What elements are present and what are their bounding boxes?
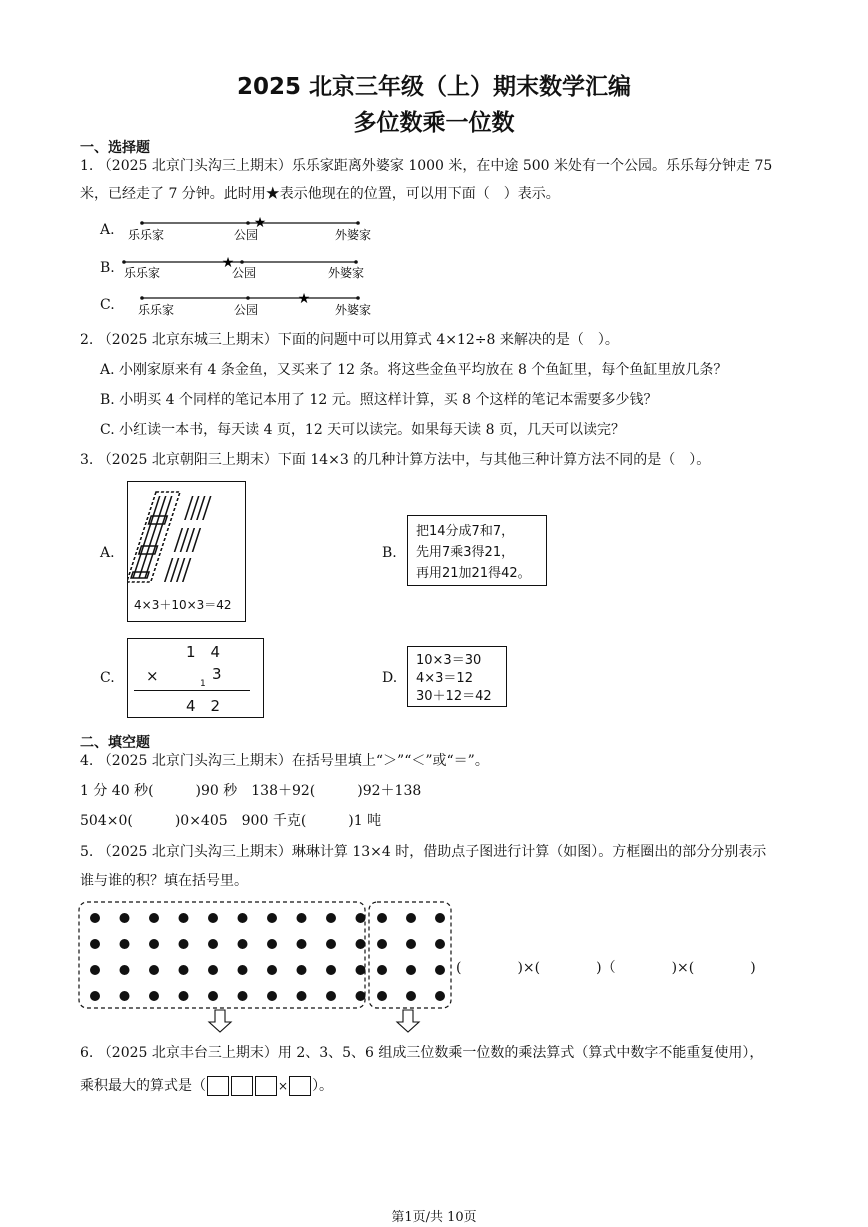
q1-option-b-number-line [120,252,390,284]
dot [120,913,130,923]
q3-option-b-line3: 再用21加21得42。 [416,566,531,581]
dot [326,939,336,949]
dot [90,991,100,1001]
q5-stem-line2: 谁与谁的积？填在括号里。 [80,873,248,889]
q3-option-b-box [407,515,547,586]
dot [297,913,307,923]
q3-option-c-bottom: 3 [212,665,222,683]
bundled-sticks-illustration [128,482,244,592]
q3-option-d-line3: 30＋12＝42 [416,689,492,704]
svg-text:外婆家: 外婆家 [335,228,372,242]
q1-stem-line1: 1. （2025 北京门头沟三上期末）乐乐家距离外婆家 1000 米，在中途 500 米处有一个公园。乐乐每分钟走 75 [80,158,773,174]
q4-row2: 504×0( )0×405 900 千克( )1 吨 [80,813,382,829]
dot [267,939,277,949]
dot [377,991,387,1001]
q3-option-b-line1: 把14分成7和7， [416,524,515,539]
dot [90,913,100,923]
q6-times-sign: × [278,1079,289,1093]
dot [120,965,130,975]
q1-option-a-number-line [120,212,390,244]
dot [406,991,416,1001]
q3-option-d-line1: 10×3＝30 [416,653,482,668]
dot [297,991,307,1001]
q1-stem-line2: 米，已经走了 7 分钟。此时用★表示他现在的位置，可以用下面（ ）表示。 [80,186,560,202]
dot [179,913,189,923]
q1-option-a-letter: A. [100,222,115,238]
svg-text:公园: 公园 [234,303,259,317]
dot [356,913,366,923]
dot [297,965,307,975]
svg-text:公园: 公园 [234,228,259,242]
dot [149,991,159,1001]
dot [267,913,277,923]
dot [238,991,248,1001]
q6-line2-prefix: 乘积最大的算式是（ [80,1078,206,1094]
q3-option-c-letter: C. [100,670,115,686]
dot [179,965,189,975]
dot [238,965,248,975]
dot [435,913,445,923]
q4-row1: 1 分 40 秒( )90 秒 138＋92( )92＋138 [80,783,422,799]
dot [435,939,445,949]
q5-answer-blanks[interactable]: ( )×( )（ )×( ) [456,960,756,976]
q3-option-b-letter: B. [382,545,397,561]
q3-option-c-result: 4 2 [186,697,221,715]
q3-option-b-line2: 先用7乘3得21， [416,545,515,560]
q2-option-c: C. 小红读一本书，每天读 4 页，12 天可以读完。如果每天读 8 页，几天可以读完？ [100,422,625,438]
svg-text:乐乐家: 乐乐家 [138,303,175,317]
dot [149,913,159,923]
dot [208,965,218,975]
svg-text:外婆家: 外婆家 [335,303,372,317]
dot [406,913,416,923]
q3-option-c-rule [134,690,250,691]
q2-option-a: A. 小刚家原来有 4 条金鱼，又买来了 12 条。将这些金鱼平均放在 8 个鱼缸里，每个鱼缸里放几条？ [100,362,728,378]
right-dot-group [377,913,445,1001]
dot [435,965,445,975]
dot [326,965,336,975]
page-footer: 第1页/共 10页 [391,1210,477,1225]
dot [326,991,336,1001]
dot [90,939,100,949]
q3-option-a-letter: A. [100,545,115,561]
q3-option-c-carry: 1 [200,679,206,689]
page-title: 2025 北京三年级（上）期末数学汇编 [236,74,632,100]
dot [208,913,218,923]
star-icon: ★ [253,215,267,231]
section-heading-fill: 二、填空题 [80,735,150,751]
dot [356,939,366,949]
dot [356,965,366,975]
dot [90,965,100,975]
q3-option-a-caption: 4×3＋10×3＝42 [134,598,232,612]
svg-text:乐乐家: 乐乐家 [128,228,165,242]
q5-dot-diagram [76,898,456,1034]
down-arrow-icon [397,1010,419,1032]
q3-option-d-box [407,646,507,707]
star-icon: ★ [221,255,235,271]
dot [208,991,218,1001]
answer-box-1[interactable] [207,1076,229,1096]
dot [435,991,445,1001]
answer-box-2[interactable] [231,1076,253,1096]
q6-line2-suffix: ）。 [312,1078,334,1094]
svg-text:公园: 公园 [232,266,257,280]
dot [238,913,248,923]
page-subtitle: 多位数乘一位数 [353,110,515,136]
dot [120,939,130,949]
star-icon: ★ [297,291,311,307]
dot [149,965,159,975]
dot [377,965,387,975]
q3-option-d-line2: 4×3＝12 [416,671,473,686]
q6-stem-line2 [80,1076,333,1096]
dot [406,939,416,949]
q1-option-c-letter: C. [100,297,115,313]
q4-stem: 4. （2025 北京门头沟三上期末）在括号里填上“＞”“＜”或“＝”。 [80,753,489,769]
q1-option-b-letter: B. [100,260,115,276]
q2-stem: 2. （2025 北京东城三上期末）下面的问题中可以用算式 4×12÷8 来解决的是（ ）。 [80,332,619,348]
q3-stem: 3. （2025 北京朝阳三上期末）下面 14×3 的几种计算方法中，与其他三种计算方法不同的是（ ）。 [80,452,711,468]
dot [149,939,159,949]
q3-option-a-figure [127,481,246,622]
section-heading-choice: 一、选择题 [80,140,150,156]
q3-option-c-times: × [146,667,159,685]
dot [267,965,277,975]
dot [377,939,387,949]
q2-option-b: B. 小明买 4 个同样的笔记本用了 12 元。照这样计算，买 8 个这样的笔记本需要多少钱？ [100,392,658,408]
dot [179,991,189,1001]
dot [120,991,130,1001]
dot [406,965,416,975]
dot [377,913,387,923]
dot [297,939,307,949]
answer-box-4[interactable] [289,1076,311,1096]
q5-stem-line1: 5. （2025 北京门头沟三上期末）琳琳计算 13×4 时，借助点子图进行计算（如图）。方框圈出的部分分别表示 [80,844,767,860]
dot [179,939,189,949]
q6-stem-line1: 6. （2025 北京丰台三上期末）用 2、3、5、6 组成三位数乘一位数的乘法算式（算式中数字不能重复使用）， [80,1045,764,1061]
dot [356,991,366,1001]
svg-text:乐乐家: 乐乐家 [124,266,161,280]
dot [238,939,248,949]
dot [326,913,336,923]
left-dot-group [90,913,366,1001]
dot [267,991,277,1001]
down-arrow-icon [209,1010,231,1032]
q1-option-c-number-line [120,288,390,320]
q3-option-c-top: 1 4 [186,643,221,661]
q3-option-d-letter: D. [382,670,398,686]
dot [208,939,218,949]
svg-text:外婆家: 外婆家 [328,266,365,280]
q3-option-c-vertical-calc [127,638,264,718]
answer-box-3[interactable] [255,1076,277,1096]
